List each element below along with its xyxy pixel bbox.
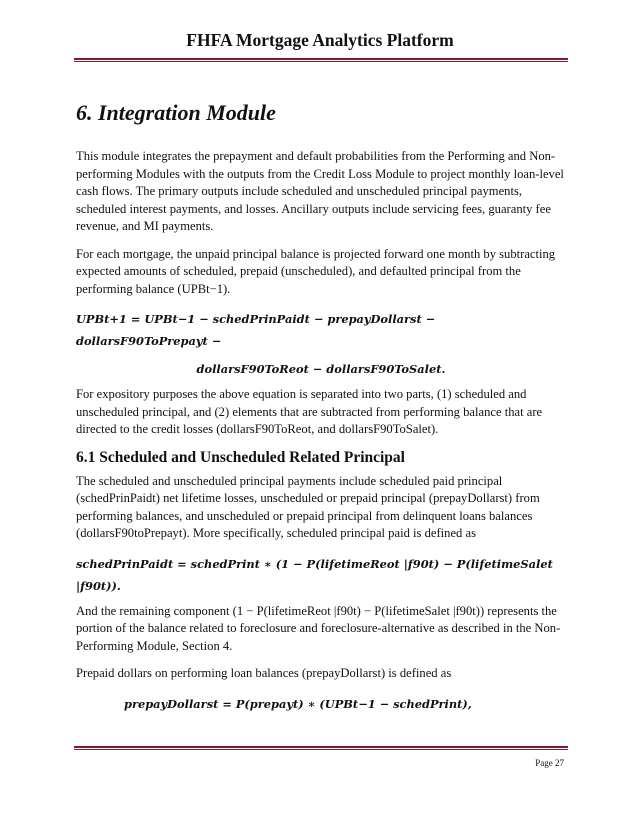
page-header: FHFA Mortgage Analytics Platform [186,30,454,50]
section-title: 6. Integration Module [76,100,276,125]
upb-paragraph: For each mortgage, the unpaid principal balance is projected forward one month by subtracting expected amounts of scheduled, prepaid (unscheduled), and defaulted principal from the performing balance (UPBt−1). [76,246,556,296]
footer-rule [74,746,568,748]
sched-equation: schedPrinPaidt = schedPrint ∗ (1 − P(lifetimeReot |f90t) − P(lifetimeSalet |f90t)). [76,556,553,593]
upb-equation-line1: UPBt+1 = UPBt−1 − schedPrinPaidt − prepayDollarst − dollarsF90ToPrepayt − [76,312,436,348]
subsection-title: 6.1 Scheduled and Unscheduled Related Principal [76,448,405,466]
upb-equation-line2: dollarsF90ToReot − dollarsF90ToSalet. [196,362,446,376]
prepaid-paragraph: Prepaid dollars on performing loan balances (prepayDollarst) is defined as [76,666,452,680]
page-content [76,100,566,721]
prepay-equation: prepayDollarst = P(prepayt) ∗ (UPBt−1 − schedPrint), [124,696,472,711]
page-number: Page 27 [535,758,564,768]
remaining-paragraph: And the remaining component (1 − P(lifetimeReot |f90t) − P(lifetimeSalet |f90t)) represents the portion of the balance related to foreclosure and foreclosure-alternative as described in the Non-Performing Module, Section 4. [76,603,561,653]
intro-paragraph: This module integrates the prepayment and default probabilities from the Performing and Non-performing Modules with the outputs from the Credit Loss Module to project monthly loan-level cash flows. The primary outputs include scheduled and unscheduled principal payments, scheduled interest payments, and losses. Ancillary outputs include servicing fees, guaranty fee revenue, and MI payments. [76,149,564,233]
footer-rule-thin [74,749,568,750]
header-rule [74,58,568,60]
header-rule-thin [74,61,568,62]
subsection-intro-paragraph: The scheduled and unscheduled principal payments include scheduled paid principal (schedPrinPaidt) net lifetime losses, unscheduled or prepaid principal (prepayDollarst) from performing balances, and unscheduled or prepaid principal from delinquent loans balances (dollarsF90toPrepayt). More specifically, scheduled principal paid is defined as [76,473,540,540]
expository-paragraph: For expository purposes the above equation is separated into two parts, (1) scheduled and unscheduled principal, and (2) elements that are subtracted from performing balance that are directed to the credit losses (dollarsF90ToReot, and dollarsF90ToSalet). [76,387,543,436]
